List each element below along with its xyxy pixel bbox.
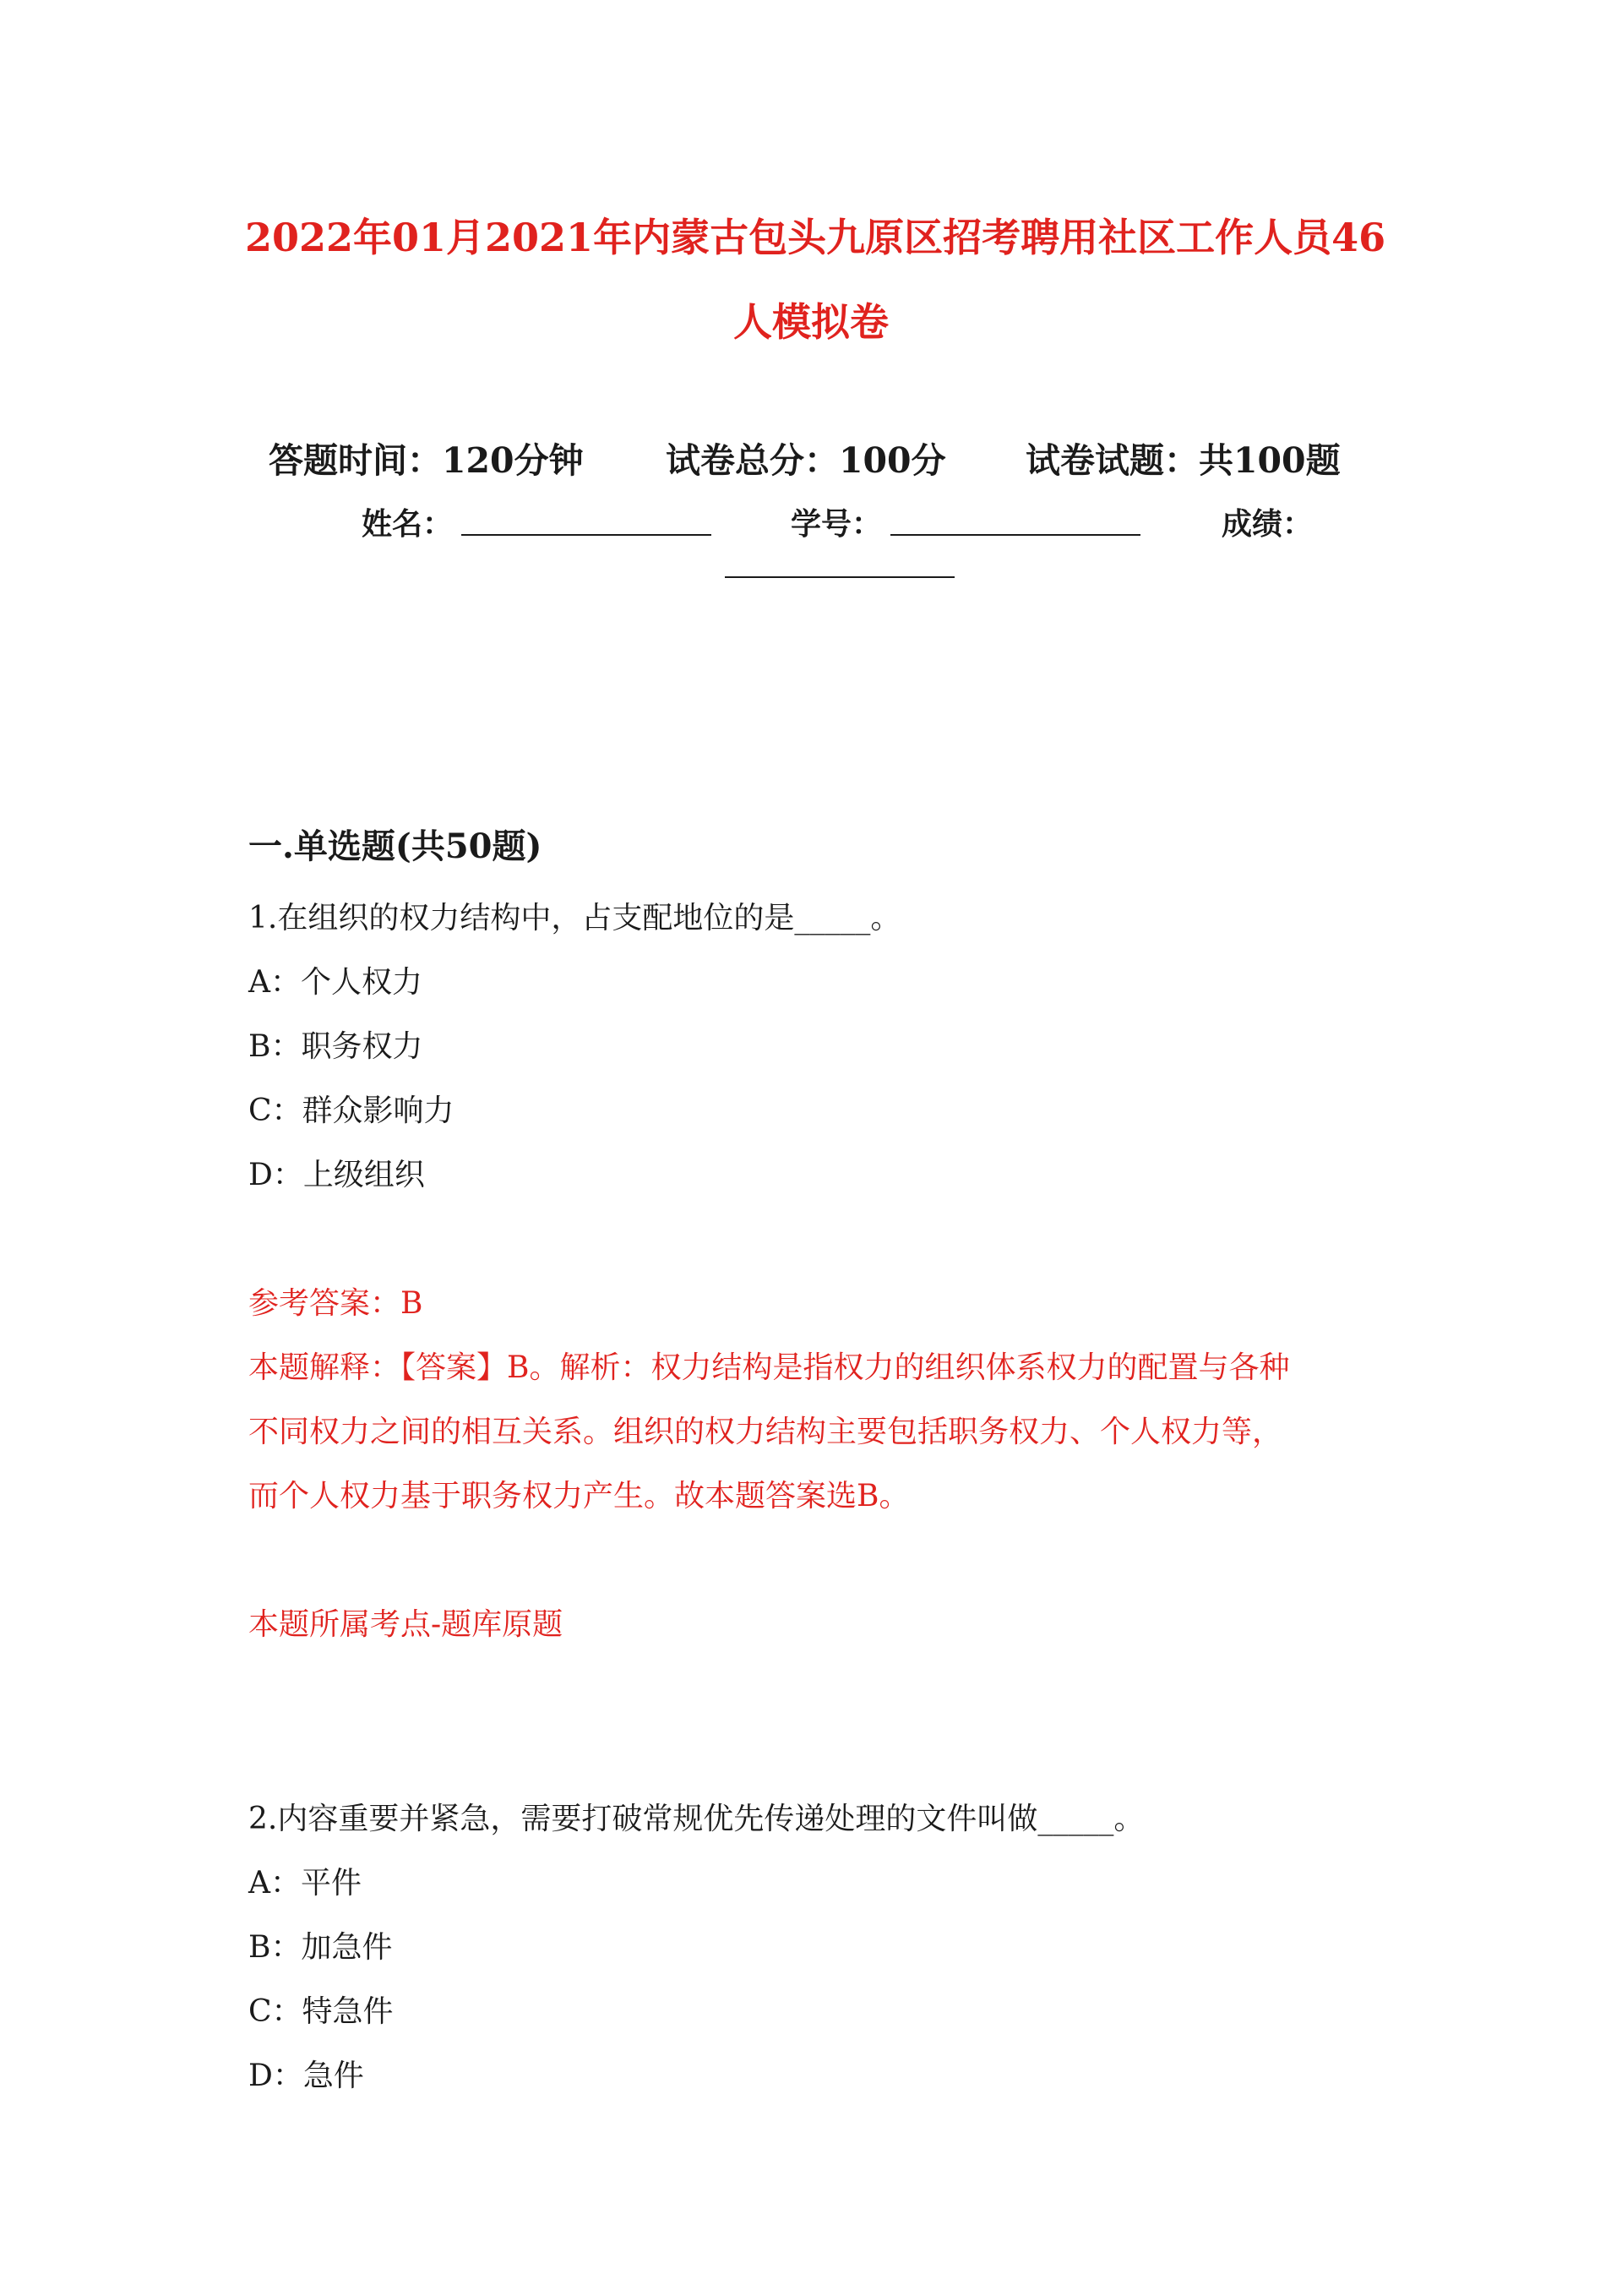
student-id-blank[interactable]	[890, 534, 1140, 536]
name-label: 姓名：	[362, 506, 454, 542]
exam-total-score: 试卷总分：100分	[666, 440, 946, 481]
question-option: D：急件	[248, 2059, 364, 2093]
question-option: B：职务权力	[248, 1029, 423, 1064]
question-option: B：加急件	[248, 1930, 393, 1965]
student-id-label: 学号：	[791, 506, 883, 542]
explanation-line: 不同权力之间的相互关系。组织的权力结构主要包括职务权力、个人权力等，	[248, 1415, 1283, 1449]
question-option: A：平件	[248, 1866, 362, 1901]
score-label: 成绩：	[1222, 506, 1314, 542]
question-stem: 2.内容重要并紧急，需要打破常规优先传递处理的文件叫做_____。	[248, 1802, 1145, 1836]
name-blank[interactable]	[461, 534, 711, 536]
explanation-line: 而个人权力基于职务权力产生。故本题答案选B。	[248, 1479, 910, 1513]
question-option: C：特急件	[248, 1994, 394, 2029]
question-option: C：群众影响力	[248, 1093, 454, 1128]
score-blank[interactable]	[725, 576, 955, 578]
section-heading: 一.单选题(共50题)	[248, 826, 542, 866]
document-title-line-1: 2022年01月2021年内蒙古包头九原区招考聘用社区工作人员46	[245, 215, 1386, 260]
question-source: 本题所属考点-题库原题	[248, 1607, 563, 1642]
explanation-line: 本题解释：【答案】B。解析：权力结构是指权力的组织体系权力的配置与各种	[248, 1350, 1290, 1385]
answer-text: 参考答案：B	[248, 1286, 423, 1321]
document-title-line-2: 人模拟卷	[733, 299, 889, 345]
question-option: A：个人权力	[248, 965, 422, 1000]
student-fields	[0, 500, 1622, 551]
exam-time: 答题时间：120分钟	[269, 440, 584, 481]
question-stem: 1.在组织的权力结构中，占支配地位的是_____。	[248, 901, 901, 935]
exam-question-count: 试卷试题：共100题	[1026, 440, 1341, 481]
question-option: D：上级组织	[248, 1158, 425, 1192]
